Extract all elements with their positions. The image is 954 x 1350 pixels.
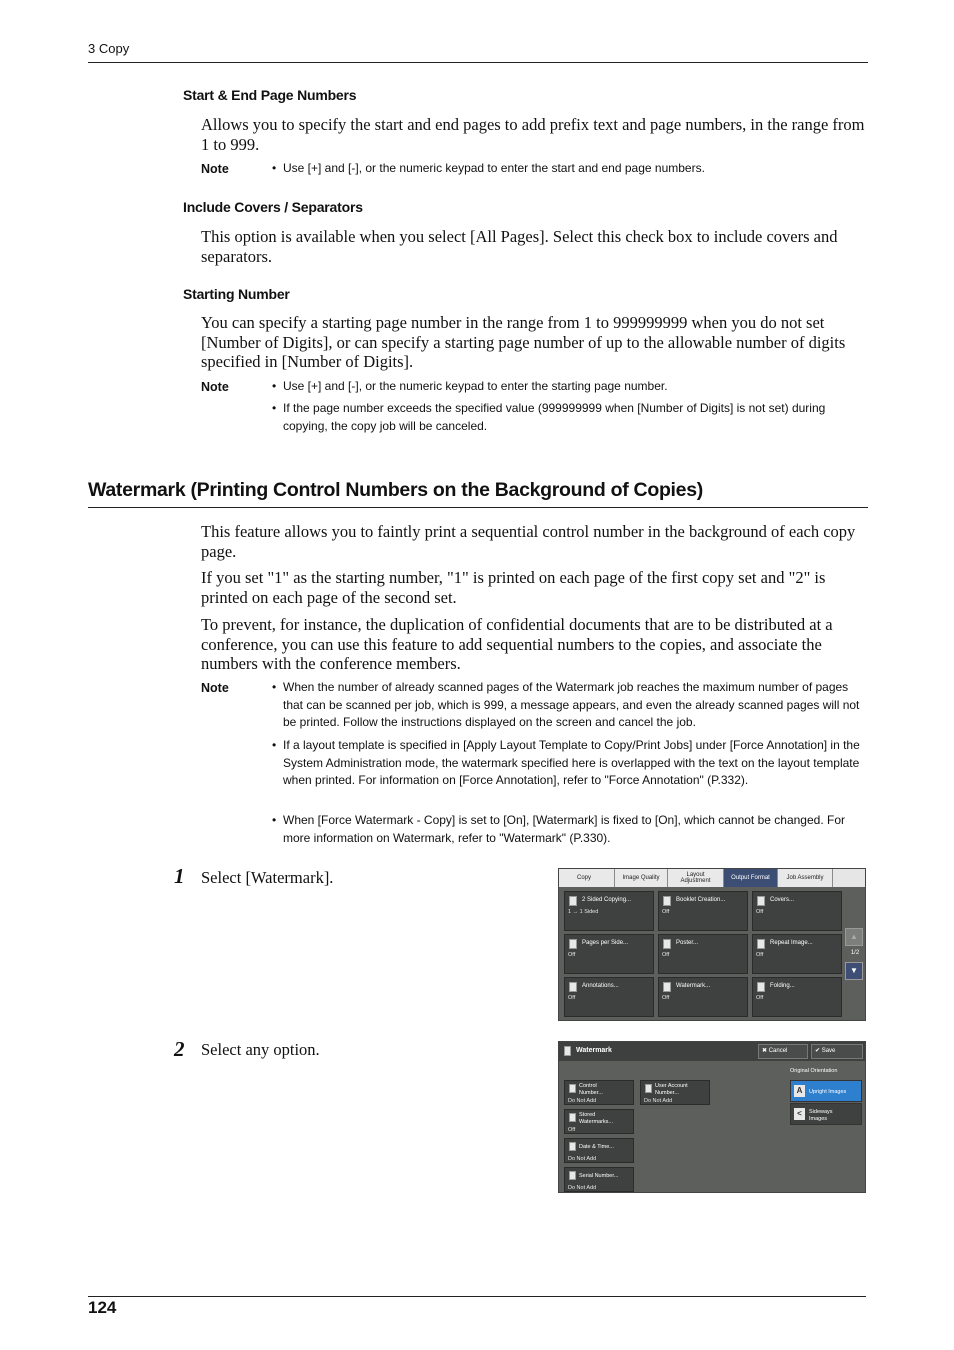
booklet-creation-button[interactable]: Booklet Creation... Off	[658, 891, 748, 931]
pages-per-side-button[interactable]: Pages per Side... Off	[564, 934, 654, 974]
watermark-para-1: This feature allows you to faintly print a sequential control number in the background of each copy page.	[201, 522, 856, 561]
step-number: 2	[174, 1037, 185, 1061]
start-end-heading: Start & End Page Numbers	[183, 87, 357, 103]
note-label: Note	[201, 681, 229, 695]
watermark-screen-screenshot	[558, 1041, 866, 1193]
serial-number-icon	[569, 1171, 576, 1180]
orientation-label: Original Orientation	[790, 1068, 838, 1074]
cancel-button[interactable]: ✖ Cancel	[758, 1044, 808, 1059]
booklet-icon	[663, 896, 671, 906]
page-indicator: 1/2	[850, 950, 860, 956]
note-label: Note	[201, 162, 229, 176]
date-time-icon	[569, 1142, 576, 1151]
note-label: Note	[201, 380, 229, 394]
repeat-image-button[interactable]: Repeat Image... Off	[752, 934, 842, 974]
tab-job-assembly[interactable]: Job Assembly	[778, 869, 833, 887]
title-bar	[559, 1042, 865, 1061]
tab-copy[interactable]: Copy	[559, 869, 615, 887]
sideways-image-icon: <	[794, 1108, 805, 1120]
stored-watermarks-button[interactable]: Stored Watermarks... Off	[564, 1109, 634, 1134]
copy-screen-screenshot	[558, 868, 866, 1021]
poster-button[interactable]: Poster... Off	[658, 934, 748, 974]
watermark-para-2: If you set "1" as the starting number, "1" is printed on each page of the first copy set and "2" is printed on each page of the second set.	[201, 568, 826, 607]
footer-rule	[88, 1296, 866, 1297]
tab-bar	[559, 869, 865, 887]
stored-watermarks-icon	[569, 1113, 576, 1122]
step-text: Select [Watermark].	[201, 868, 334, 887]
starting-number-body: You can specify a starting page number in the range from 1 to 999999999 when you do not set [Number of Digits], or can specify a starting page number of up to the allowable number of digits specified in [Number of Digits].	[201, 313, 846, 371]
step-number: 1	[174, 864, 185, 888]
folding-button[interactable]: Folding... Off	[752, 977, 842, 1017]
header-rule	[88, 62, 868, 63]
section-rule	[88, 507, 868, 508]
annotations-icon	[569, 982, 577, 992]
annotations-button[interactable]: Annotations... Off	[564, 977, 654, 1017]
section-title: Watermark (Printing Control Numbers on the Background of Copies)	[88, 479, 703, 501]
serial-number-button[interactable]: Serial Number... Do Not Add	[564, 1167, 634, 1192]
watermark-para-3: To prevent, for instance, the duplication of confidential documents that are to be distributed at a conference, you can use this feature to add sequential numbers to the copies, and associate the numbers with the conference members.	[201, 615, 833, 673]
tab-image-quality[interactable]: Image Quality	[615, 869, 668, 887]
save-button[interactable]: ✔ Save	[811, 1044, 863, 1059]
two-sided-icon	[569, 896, 577, 906]
note-item: • If a layout template is specified in [Apply Layout Template to Copy/Print Jobs] under [Force Annotation] in the System Administration mode, the watermark specified here is overlapped with the text on the layout template when printed. For information on [Force Annotation], refer to "Force Annotation" (P.332).	[272, 737, 868, 790]
date-time-button[interactable]: Date & Time... Do Not Add	[564, 1138, 634, 1163]
control-number-icon	[569, 1084, 576, 1093]
two-sided-copying-button[interactable]: 2 Sided Copying... 1 → 1 Sided	[564, 891, 654, 931]
page-number: 124	[88, 1298, 117, 1317]
note-item: • If the page number exceeds the specified value (999999999 when [Number of Digits] is not set) during copying, the copy job will be canceled.	[272, 400, 868, 435]
covers-button[interactable]: Covers... Off	[752, 891, 842, 931]
starting-number-heading: Starting Number	[183, 286, 290, 302]
poster-icon	[663, 939, 671, 949]
note-item: • When the number of already scanned pages of the Watermark job reaches the maximum number of pages that can be scanned per job, which is 999, a message appears, and even the already scanned pages will not be printed. Follow the instructions displayed on the screen and cancel the job.	[272, 679, 868, 732]
tab-layout-adjustment[interactable]: Layout Adjustment	[668, 869, 724, 887]
scroll-down-icon[interactable]: ▼	[845, 962, 863, 980]
user-icon	[645, 1084, 652, 1093]
watermark-icon	[564, 1046, 571, 1056]
covers-body: This option is available when you select [All Pages]. Select this check box to include covers and separators.	[201, 227, 838, 266]
screen-title: Watermark	[576, 1047, 612, 1054]
upright-images-button[interactable]: A Upright Images	[790, 1080, 862, 1102]
upright-image-icon: A	[794, 1085, 805, 1097]
repeat-image-icon	[757, 939, 765, 949]
sideways-images-button[interactable]: < Sideways Images	[790, 1103, 862, 1125]
pages-per-side-icon	[569, 939, 577, 949]
start-end-body: Allows you to specify the start and end pages to add prefix text and page numbers, in the range from 1 to 999.	[201, 115, 865, 154]
covers-icon	[757, 896, 765, 906]
user-account-number-button[interactable]: User Account Number... Do Not Add	[640, 1080, 710, 1105]
watermark-icon	[663, 982, 671, 992]
watermark-button[interactable]: Watermark... Off	[658, 977, 748, 1017]
note-item: • When [Force Watermark - Copy] is set to [On], [Watermark] is fixed to [On], which cannot be changed. For more information on Watermark, refer to "Watermark" (P.330).	[272, 812, 868, 847]
folding-icon	[757, 982, 765, 992]
tab-output-format[interactable]: Output Format	[724, 869, 778, 887]
covers-heading: Include Covers / Separators	[183, 199, 363, 215]
note-item: • Use [+] and [-], or the numeric keypad to enter the starting page number.	[272, 378, 868, 396]
chapter-header: 3 Copy	[88, 41, 130, 56]
control-number-button[interactable]: Control Number... Do Not Add	[564, 1080, 634, 1105]
scroll-up-icon[interactable]: ▲	[845, 928, 863, 946]
note-item: • Use [+] and [-], or the numeric keypad to enter the start and end page numbers.	[272, 160, 868, 178]
step-text: Select any option.	[201, 1040, 320, 1059]
